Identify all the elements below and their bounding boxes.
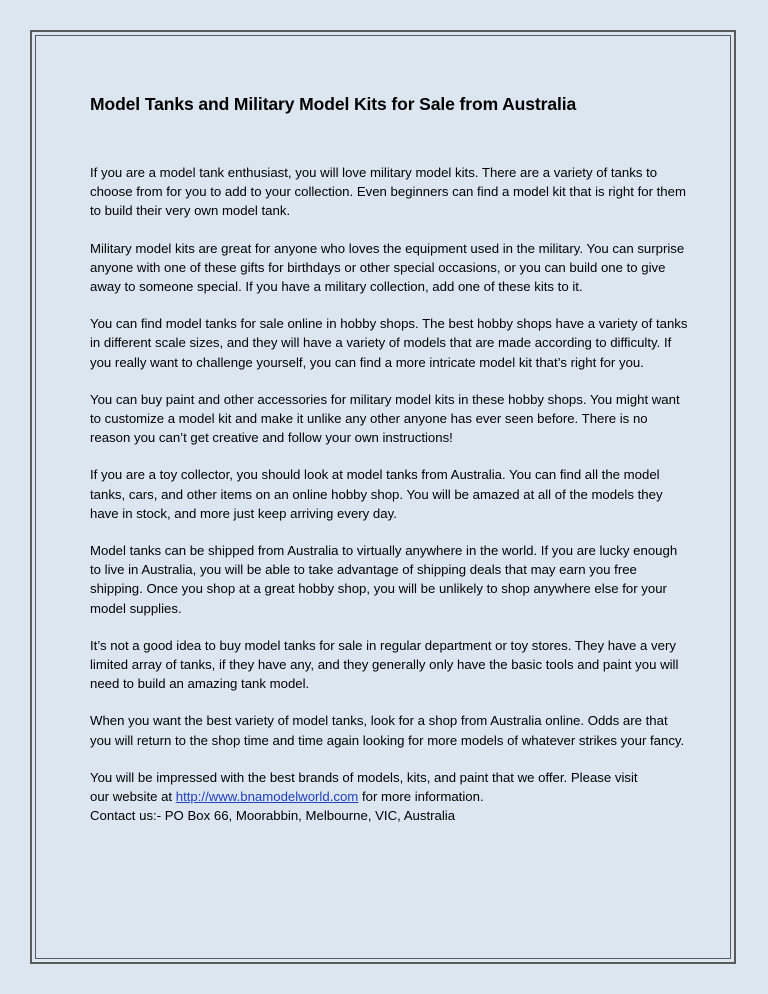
contact-line: Contact us:- PO Box 66, Moorabbin, Melbourne, VIC, Australia bbox=[90, 808, 456, 824]
paragraph: You can find model tanks for sale online in hobby shops. The best hobby shops have a variety of tanks in different scale sizes, and they will have a variety of models that are made according to difficulty. If you really want to challenge yourself, you can find a more intricate model kit that’s right for you. bbox=[90, 316, 688, 370]
paragraph: Military model kits are great for anyone who loves the equipment used in the military. You can surprise anyone with one of these gifts for birthdays or other special occasions, or you can build one to give away to someone special. If you have a military collection, add one of these kits to it. bbox=[90, 240, 685, 295]
document-body bbox=[90, 92, 690, 825]
website-link[interactable]: http://www.bnamodelworld.com bbox=[175, 789, 359, 805]
document-title: Model Tanks and Military Model Kits for Sale from Australia bbox=[90, 94, 577, 114]
paragraph: If you are a toy collector, you should look at model tanks from Australia. You can find all the model tanks, cars, and other items on an online hobby shop. You will be amazed at all of the models they have in stock, and more just keep arriving every day. bbox=[90, 467, 663, 521]
paragraph: If you are a model tank enthusiast, you will love military model kits. There are a variety of tanks to choose from for you to add to your collection. Even beginners can find a model kit that is right for them to build their very own model tank. bbox=[90, 165, 686, 219]
paragraph: It’s not a good idea to buy model tanks for sale in regular department or toy stores. They have a very limited array of tanks, if they have any, and they generally only have the basic tools and paint you will need to build an amazing tank model. bbox=[90, 637, 679, 692]
website-prefix: our website at bbox=[90, 789, 176, 805]
paragraph: You can buy paint and other accessories for military model kits in these hobby shops. You might want to customize a model kit and make it unlike any other anyone has ever seen before. There is no reason you can’t get creative and follow your own instructions! bbox=[90, 391, 680, 446]
closing-paragraph bbox=[90, 768, 690, 826]
website-suffix: for more information. bbox=[358, 789, 484, 805]
paragraph: When you want the best variety of model tanks, look for a shop from Australia online. Odds are that you will return to the shop time and time again looking for more models of whatever strikes your fancy. bbox=[90, 713, 685, 748]
closing-line: You will be impressed with the best brands of models, kits, and paint that we offer. Please visit bbox=[90, 769, 638, 785]
website-line bbox=[90, 787, 690, 806]
paragraph: Model tanks can be shipped from Australia to virtually anywhere in the world. If you are lucky enough to live in Australia, you will be able to take advantage of shipping deals that may earn you free shipping. Once you shop at a great hobby shop, you will be unlikely to shop anywhere else for your model supplies. bbox=[90, 543, 678, 616]
